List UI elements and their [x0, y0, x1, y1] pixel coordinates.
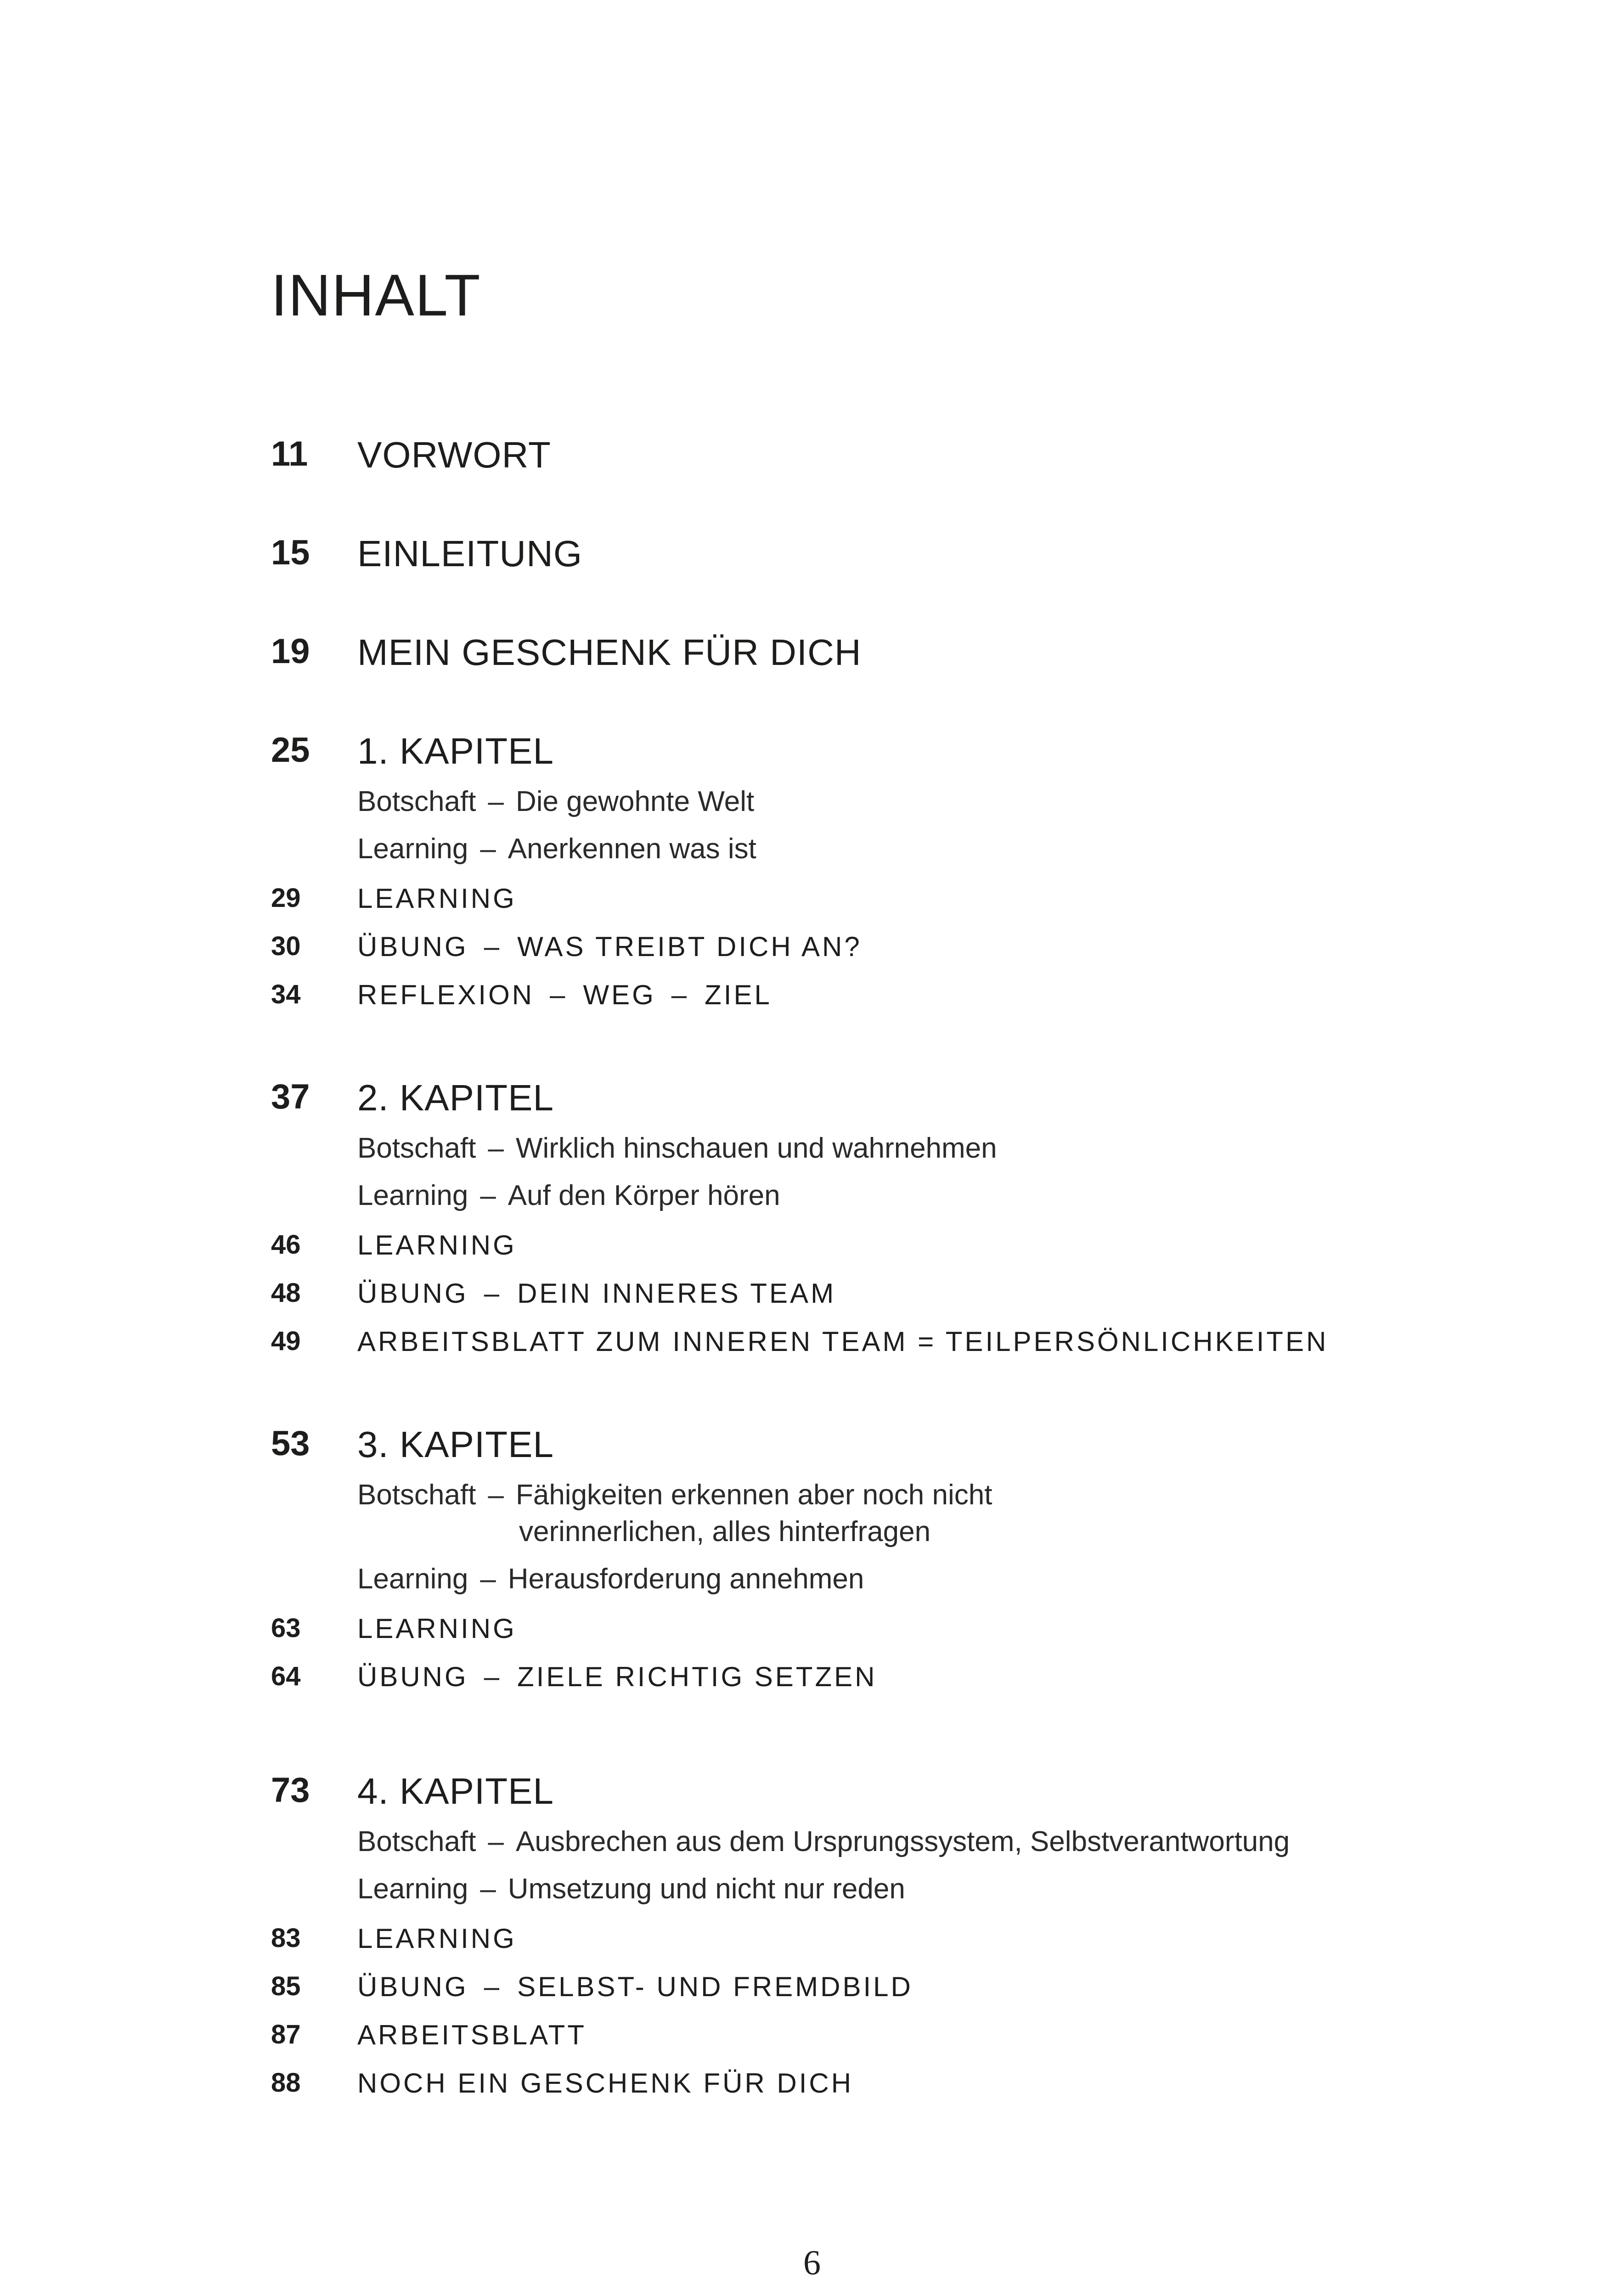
learning-keyword: Learning	[357, 833, 468, 865]
botschaft-keyword: Botschaft	[357, 786, 476, 817]
toc-page-number: 48	[271, 1278, 301, 1308]
toc-page-number: 73	[271, 1771, 310, 1810]
dash-separator: –	[488, 786, 504, 817]
toc-subentry-title: WAS TREIBT DICH AN?	[517, 931, 862, 962]
toc-subentry-title: LEARNING	[357, 1923, 517, 1954]
toc-page-number: 15	[271, 533, 310, 572]
learning-text: Anerkennen was ist	[508, 833, 756, 865]
botschaft-text-continued: verinnerlichen, alles hinterfragen	[519, 1516, 931, 1548]
dash-separator: –	[488, 1826, 504, 1857]
toc-subentry-title: ARBEITSBLATT ZUM INNEREN TEAM = TEILPERSÖNLICHKEITEN	[357, 1326, 1329, 1357]
page-title: INHALT	[271, 263, 481, 328]
toc-page-number: 87	[271, 2020, 301, 2049]
toc-subentry-title: SELBST- UND FREMDBILD	[517, 1971, 913, 2002]
toc-subentry-title: ÜBUNG	[357, 1278, 468, 1309]
toc-page-number: 11	[271, 434, 308, 473]
toc-page-number: 37	[271, 1077, 310, 1116]
toc-subentry-title: ÜBUNG	[357, 931, 468, 962]
toc-subentry-title: LEARNING	[357, 1613, 517, 1644]
dash-separator: –	[550, 979, 568, 1010]
learning-keyword: Learning	[357, 1563, 468, 1595]
toc-subentry-title: ÜBUNG	[357, 1971, 468, 2002]
toc-page-number: 49	[271, 1326, 301, 1356]
botschaft-text: Wirklich hinschauen und wahrnehmen	[515, 1132, 997, 1164]
dash-separator: –	[484, 931, 502, 962]
toc-page-number: 25	[271, 731, 310, 770]
toc-entry-title: MEIN GESCHENK FÜR DICH	[357, 632, 862, 673]
botschaft-keyword: Botschaft	[357, 1479, 476, 1511]
dash-separator: –	[480, 833, 496, 865]
dash-separator: –	[484, 1278, 502, 1309]
toc-subentry-title: REFLEXION	[357, 979, 535, 1010]
toc-entry-title: 1. KAPITEL	[357, 731, 554, 771]
toc-page-number: 83	[271, 1923, 301, 1953]
dash-separator: –	[488, 1132, 504, 1164]
dash-separator: –	[480, 1563, 496, 1595]
page-number: 6	[803, 2244, 821, 2282]
botschaft-text: Fähigkeiten erkennen aber noch nicht	[515, 1479, 992, 1511]
toc-subentry-title: ÜBUNG	[357, 1661, 468, 1692]
toc-page-number: 46	[271, 1230, 301, 1260]
toc-subentry-title: LEARNING	[357, 883, 517, 914]
toc-page-number: 30	[271, 931, 301, 961]
dash-separator: –	[480, 1180, 496, 1211]
dash-separator: –	[484, 1661, 502, 1692]
dash-separator: –	[480, 1873, 496, 1905]
learning-keyword: Learning	[357, 1180, 468, 1211]
botschaft-keyword: Botschaft	[357, 1826, 476, 1857]
toc-entry-title: 4. KAPITEL	[357, 1771, 554, 1812]
toc-entry-title: EINLEITUNG	[357, 533, 583, 574]
toc-page-number: 63	[271, 1613, 301, 1643]
toc-page-number: 19	[271, 632, 310, 671]
toc-subentry-title: NOCH EIN GESCHENK FÜR DICH	[357, 2068, 854, 2099]
toc-subentry-title: DEIN INNERES TEAM	[517, 1278, 836, 1309]
dash-separator: –	[671, 979, 689, 1010]
learning-text: Herausforderung annehmen	[508, 1563, 864, 1595]
toc-page-number: 88	[271, 2068, 301, 2098]
toc-subentry-title: WEG	[583, 979, 656, 1010]
toc-page-number: 53	[271, 1424, 310, 1463]
learning-keyword: Learning	[357, 1873, 468, 1905]
botschaft-text: Die gewohnte Welt	[515, 786, 755, 817]
toc-subentry-title: LEARNING	[357, 1230, 517, 1261]
toc-page-number: 85	[271, 1971, 301, 2001]
toc-page-number: 34	[271, 979, 301, 1009]
toc-subentry-title: ARBEITSBLATT	[357, 2020, 586, 2050]
toc-subentry-title: ZIELE RICHTIG SETZEN	[517, 1661, 877, 1692]
toc-page-number: 29	[271, 883, 301, 913]
toc-entry-title: 2. KAPITEL	[357, 1077, 554, 1118]
botschaft-keyword: Botschaft	[357, 1132, 476, 1164]
toc-entry-title: 3. KAPITEL	[357, 1424, 554, 1465]
learning-text: Auf den Körper hören	[508, 1180, 780, 1211]
learning-text: Umsetzung und nicht nur reden	[508, 1873, 905, 1905]
toc-page-number: 64	[271, 1661, 301, 1691]
dash-separator: –	[484, 1971, 502, 2002]
toc-entry-title: VORWORT	[357, 434, 551, 475]
toc-subentry-title: ZIEL	[705, 979, 772, 1010]
dash-separator: –	[488, 1479, 504, 1511]
botschaft-text: Ausbrechen aus dem Ursprungssystem, Selbstverantwortung	[515, 1826, 1290, 1857]
